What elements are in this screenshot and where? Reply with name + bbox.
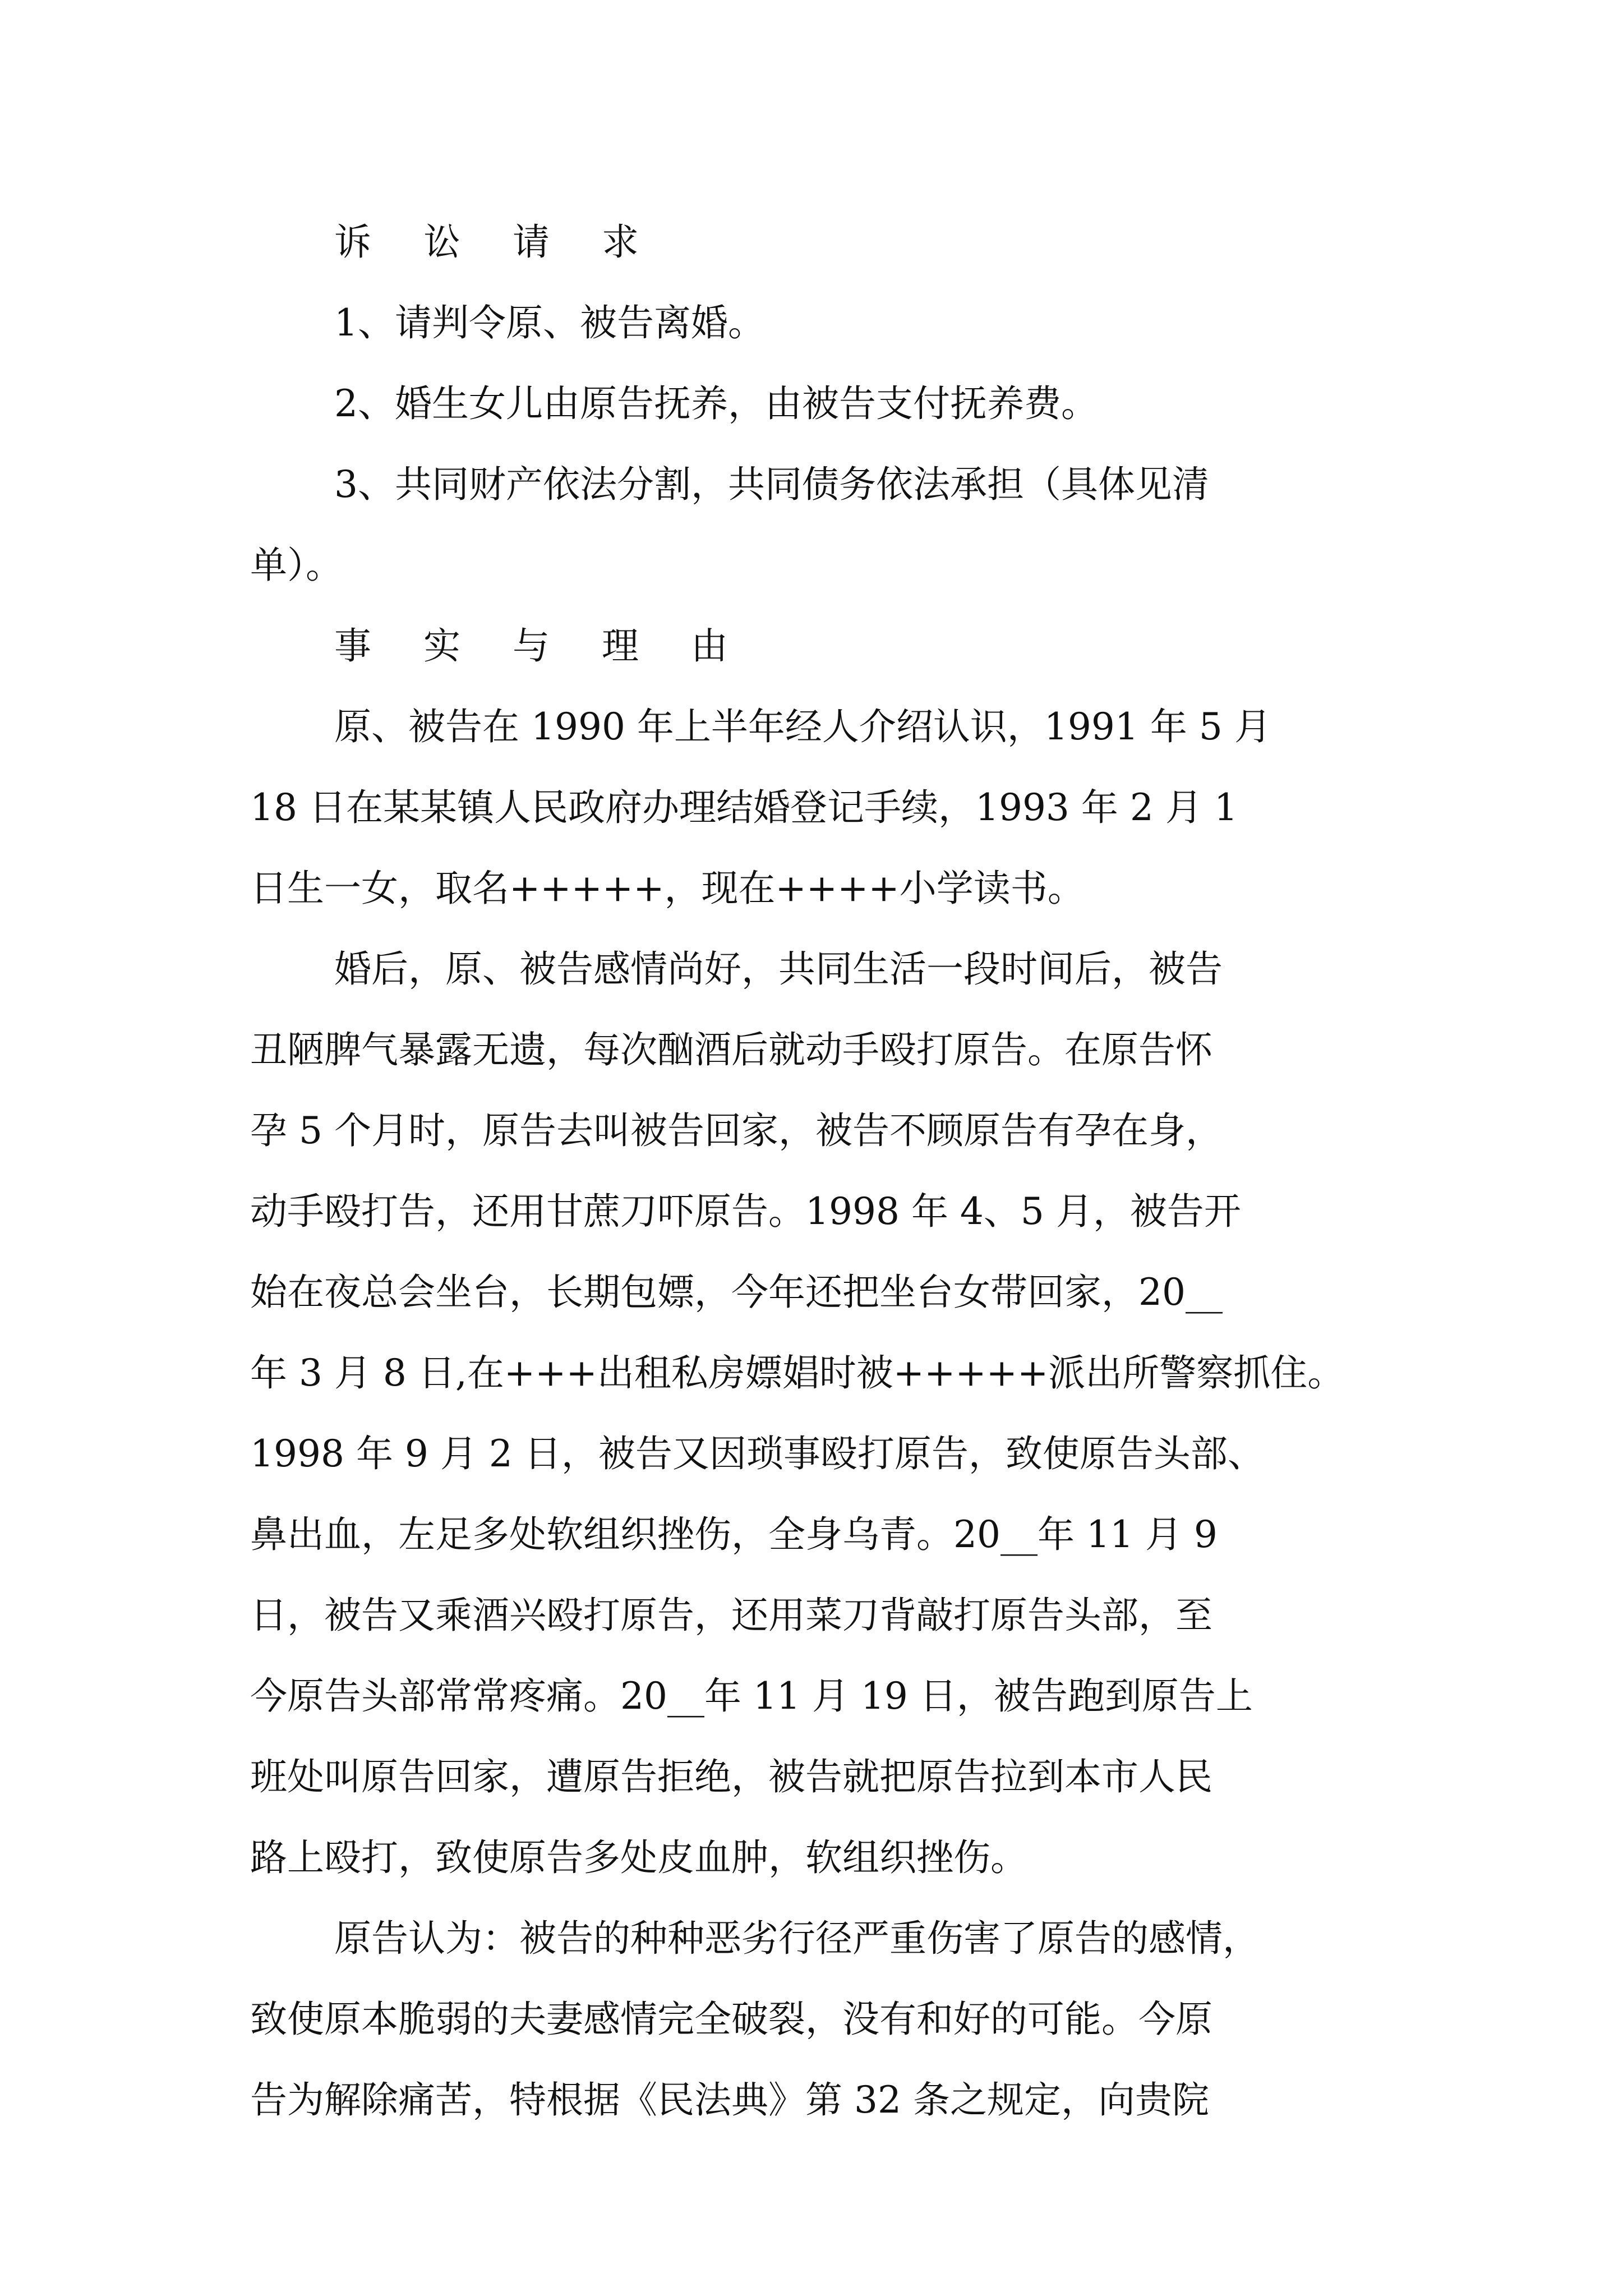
- paragraph-line: 日，被告又乘酒兴殴打原告，还用菜刀背敲打原告头部，至: [250, 1594, 1212, 1637]
- claim-item-3-continued: 单）。: [250, 544, 343, 587]
- paragraph-line: 路上殴打，致使原告多处皮血肿，软组织挫伤。: [250, 1836, 1027, 1879]
- paragraph-line: 班处叫原告回家，遭原告拒绝，被告就把原告拉到本市人民: [250, 1755, 1212, 1798]
- paragraph-line: 原、被告在 1990 年上半年经人介绍认识，1991 年 5 月: [334, 705, 1271, 748]
- paragraph-line: 原告认为：被告的种种恶劣行径严重伤害了原告的感情，: [334, 1917, 1260, 1960]
- section-heading-claims: 诉 讼 请 求: [334, 220, 659, 264]
- document-body: [250, 202, 1389, 2141]
- paragraph-line: 致使原本脆弱的夫妻感情完全破裂，没有和好的可能。今原: [250, 1998, 1212, 2041]
- paragraph-line: 年 3 月 8 日,在+++出租私房嫖娼时被+++++派出所警察抓住。: [250, 1351, 1345, 1395]
- paragraph-line: 1998 年 9 月 2 日，被告又因琐事殴打原告，致使原告头部、: [250, 1432, 1265, 1475]
- paragraph-line: 18 日在某某镇人民政府办理结婚登记手续，1993 年 2 月 1: [250, 786, 1238, 829]
- paragraph-line: 丑陋脾气暴露无遗，每次酗酒后就动手殴打原告。在原告怀: [250, 1028, 1212, 1071]
- claim-item-1: 1、请判令原、被告离婚。: [334, 301, 765, 344]
- paragraph-line: 今原告头部常常疼痛。20__年 11 月 19 日，被告跑到原告上: [250, 1674, 1253, 1718]
- paragraph-line: 告为解除痛苦，特根据《民法典》第 32 条之规定，向贵院: [250, 2078, 1209, 2122]
- section-heading-facts: 事 实 与 理 由: [334, 624, 748, 668]
- paragraph-line: 日生一女，取名+++++，现在++++小学读书。: [250, 867, 1085, 910]
- paragraph-line: 动手殴打告，还用甘蔗刀吓原告。1998 年 4、5 月，被告开: [250, 1190, 1241, 1233]
- paragraph-line: 鼻出血，左足多处软组织挫伤，全身乌青。20__年 11 月 9: [250, 1513, 1218, 1556]
- paragraph-line: 始在夜总会坐台，长期包嫖，今年还把坐台女带回家，20__: [250, 1271, 1223, 1314]
- claim-item-3: 3、共同财产依法分割，共同债务依法承担（具体见清: [334, 463, 1209, 506]
- paragraph-line: 婚后，原、被告感情尚好，共同生活一段时间后，被告: [334, 947, 1223, 991]
- claim-item-2: 2、婚生女儿由原告抚养，由被告支付抚养费。: [334, 382, 1098, 425]
- paragraph-line: 孕 5 个月时，原告去叫被告回家，被告不顾原告有孕在身，: [250, 1109, 1223, 1152]
